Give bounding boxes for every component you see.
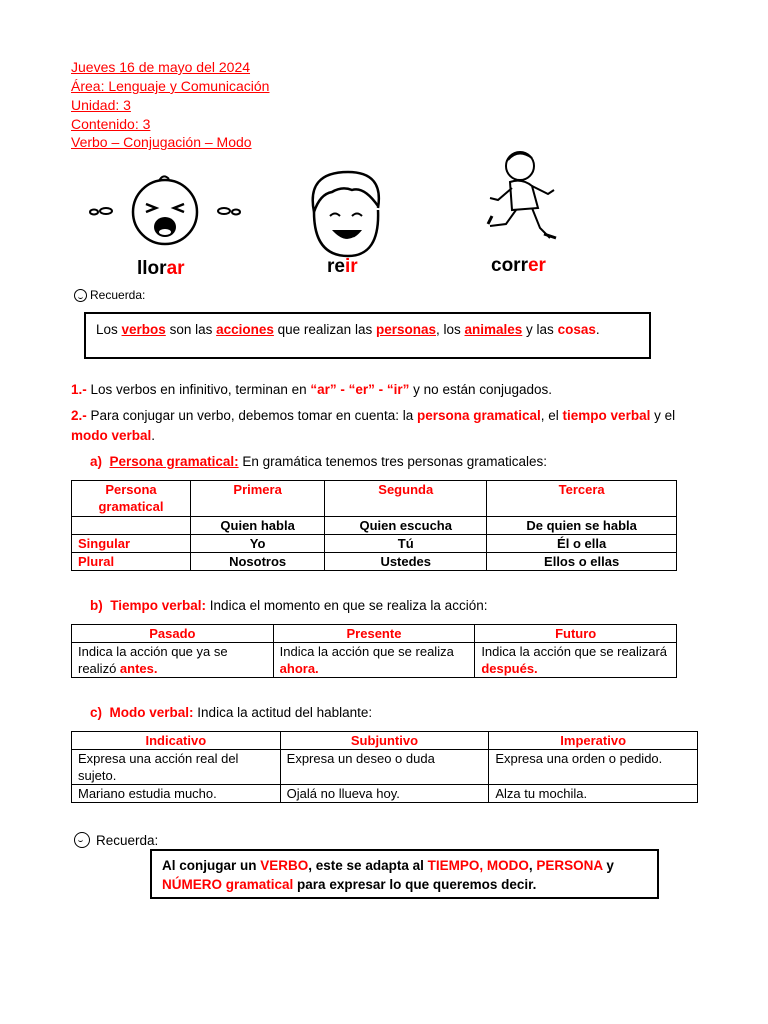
verb-correr: correr <box>491 255 546 276</box>
section-b-heading: b) Tiempo verbal: Indica el momento en que se realiza la acción: <box>90 598 488 613</box>
smiley-icon <box>74 832 90 848</box>
running-boy-image <box>484 148 562 244</box>
singular-label: Singular <box>72 535 191 553</box>
modo-table: Indicativo Subjuntivo Imperativo Expresa una acción real del sujeto. Expresa un deseo o duda Expresa una orden o pedido. Mariano estudia mucho. Ojalá no llueva hoy. Alza tu mochila. <box>71 731 698 803</box>
unidad-line: Unidad: 3 <box>71 97 131 113</box>
contenido-line: Contenido: 3 <box>71 116 151 132</box>
verb-llorar: llorar <box>137 258 185 279</box>
tiempo-table: Pasado Presente Futuro Indica la acción que ya se realizó antes. Indica la acción que se realiza ahora. Indica la acción que se realizará después. <box>71 624 677 678</box>
plural-label: Plural <box>72 553 191 571</box>
persona-header-1: Primera <box>191 481 325 517</box>
final-summary-box: Al conjugar un VERBO, este se adapta al TIEMPO, MODO, PERSONA y NÚMERO gramatical para expresar lo que queremos decir. <box>150 849 659 899</box>
persona-desc-3: De quien se habla <box>487 517 677 535</box>
area-line: Área: Lenguaje y Comunicación <box>71 78 270 94</box>
crying-face-image <box>86 172 244 250</box>
tema-line: Verbo – Conjugación – Modo <box>71 134 252 150</box>
persona-header-2: Segunda <box>325 481 487 517</box>
persona-header-3: Tercera <box>487 481 677 517</box>
recuerda-note-2: Recuerda: <box>74 832 158 848</box>
date-line: Jueves 16 de mayo del 2024 <box>71 59 251 75</box>
persona-header-0: Persona gramatical <box>72 481 191 517</box>
persona-table: Persona gramatical Primera Segunda Tercera Quien habla Quien escucha De quien se habla Singular Yo Tú Él o ella Plural Nosotros Ustedes Ellos o ellas <box>71 480 677 571</box>
recuerda-note-1: Recuerda: <box>74 288 145 302</box>
persona-desc-2: Quien escucha <box>325 517 487 535</box>
section-a-heading: a) Persona gramatical: En gramática tenemos tres personas gramaticales: <box>90 454 547 469</box>
section-c-heading: c) Modo verbal: Indica la actitud del hablante: <box>90 705 373 720</box>
laughing-boy-image <box>300 168 388 260</box>
verb-reir: reir <box>327 256 358 277</box>
point-1: 1.- Los verbos en infinitivo, terminan en “ar” - “er” - “ir” y no están conjugados. <box>71 382 553 397</box>
persona-desc-1: Quien habla <box>191 517 325 535</box>
point-2: 2.- Para conjugar un verbo, debemos tomar en cuenta: la persona gramatical, el tiempo verbal y el modo verbal. <box>71 408 676 443</box>
definition-box: Los verbos son las acciones que realizan las personas, los animales y las cosas. <box>84 312 651 359</box>
smiley-icon <box>74 289 87 302</box>
